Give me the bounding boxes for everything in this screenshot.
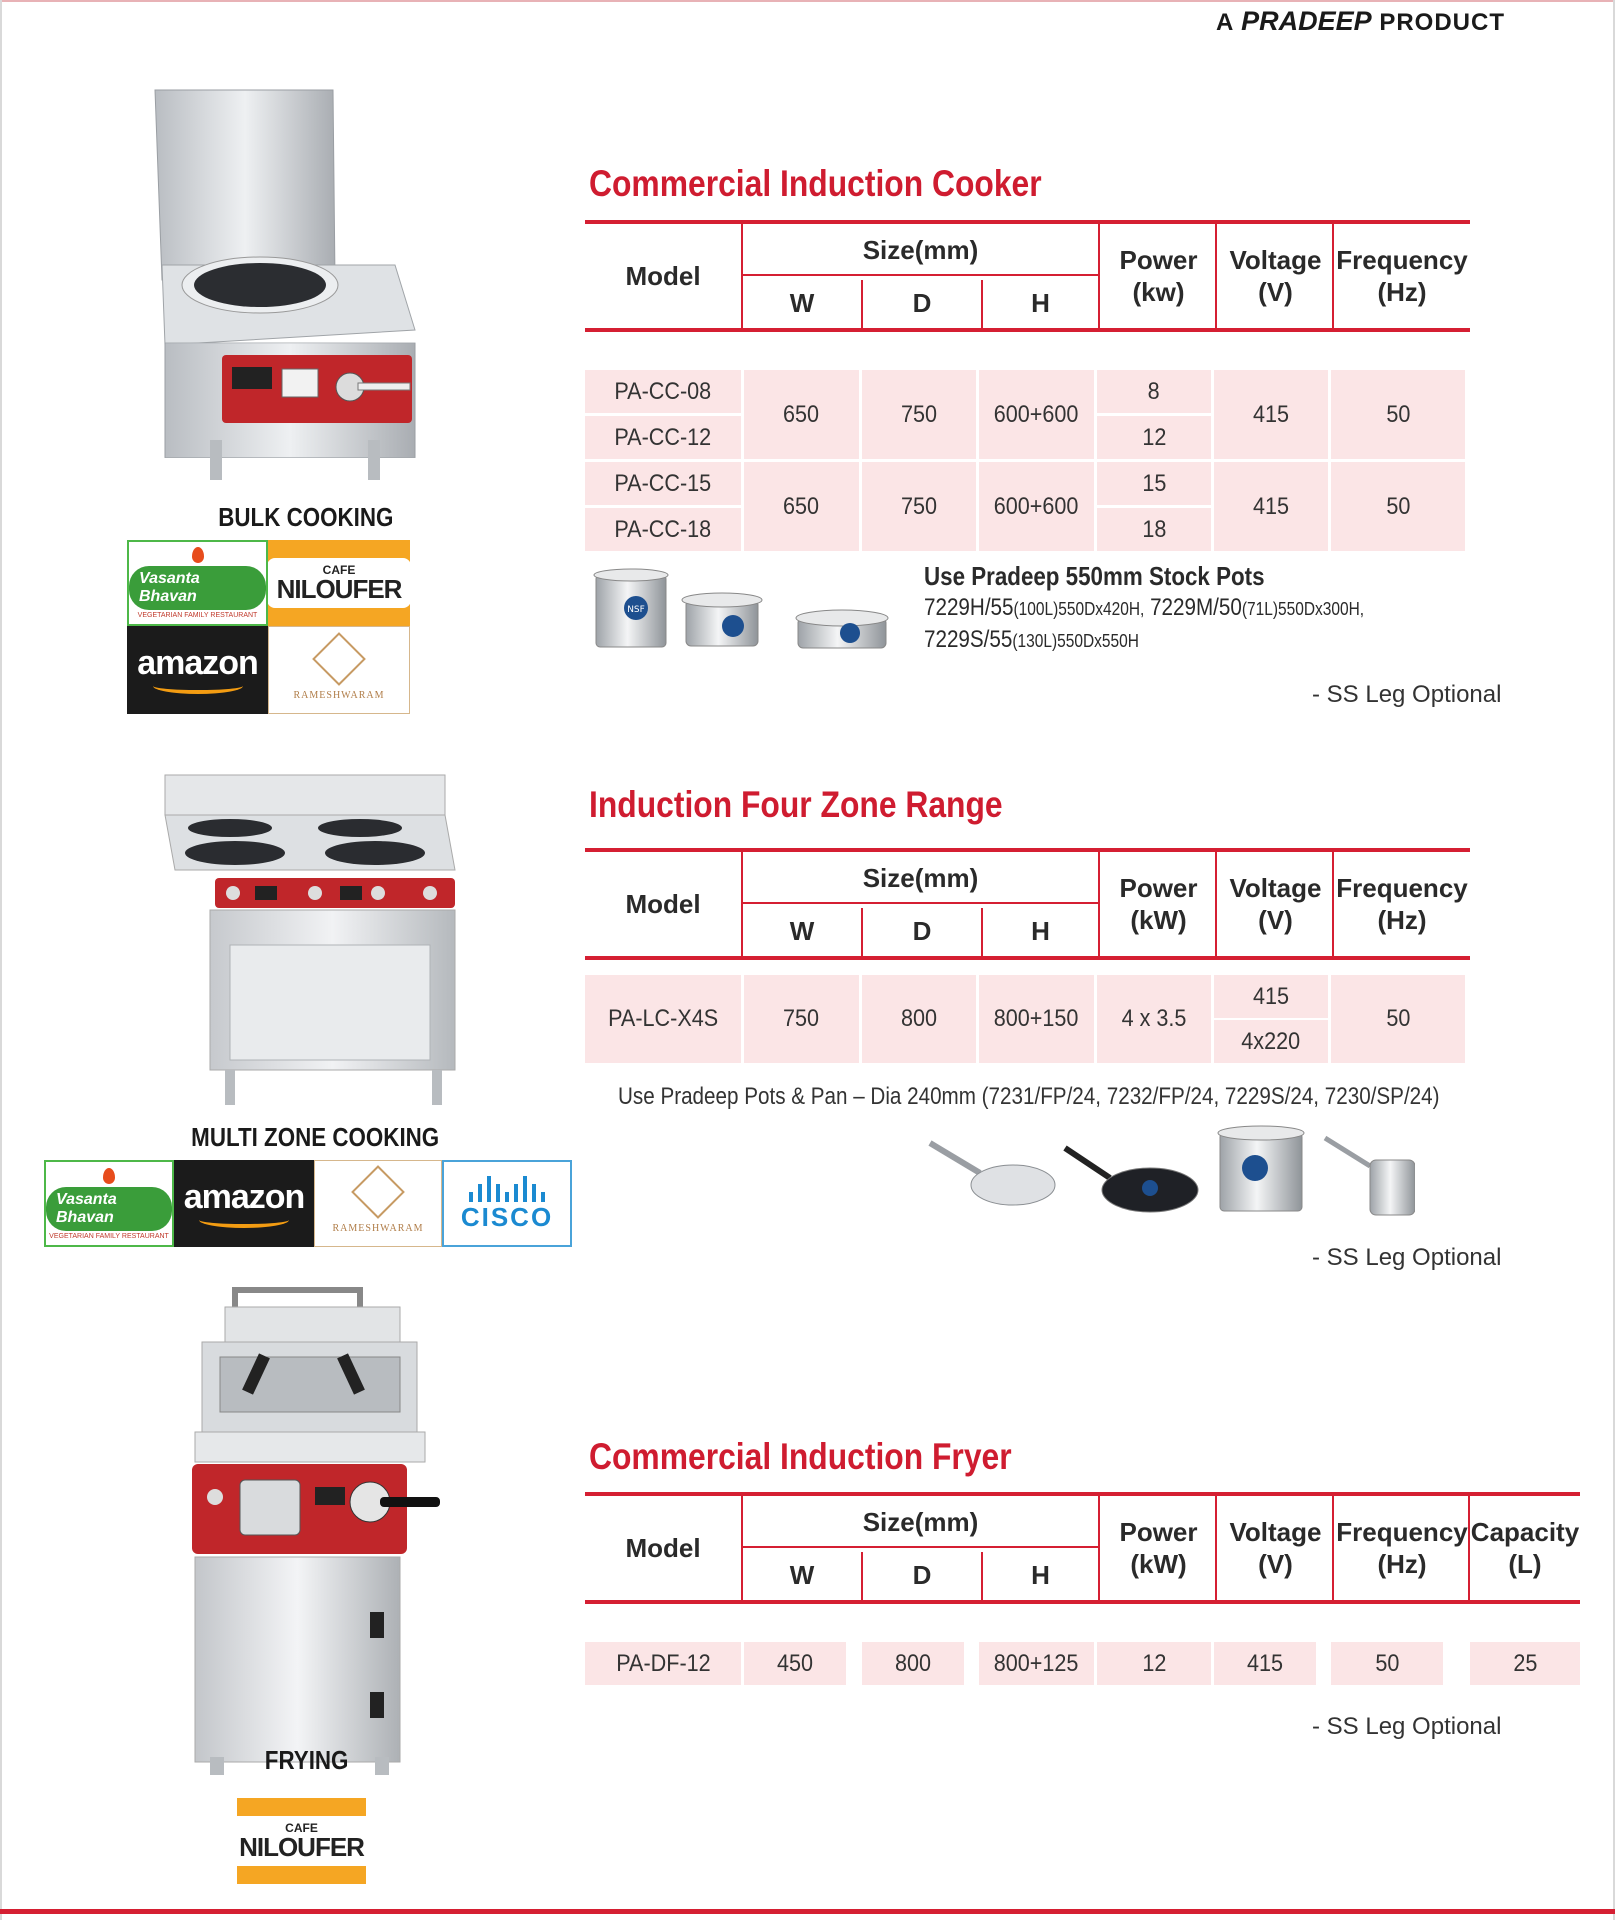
cell-frequency [1331, 370, 1465, 459]
section-title-four-zone-range: Induction Four Zone Range [589, 784, 1003, 825]
hdr-capacity [1468, 1496, 1580, 1600]
logo-nil-name: NILOUFER [239, 1832, 364, 1862]
logo-rameshwaram-cafe [314, 1160, 442, 1247]
logo-cisco-text: CISCO [460, 1202, 554, 1232]
cell-depth [862, 975, 976, 1063]
mandala-icon [351, 1165, 405, 1219]
cell-text: 800 [894, 1649, 932, 1677]
hdr-power [1098, 224, 1217, 328]
logo-amazon-text: amazon [137, 644, 258, 682]
logo-cisco [442, 1160, 572, 1247]
cell-voltage [1214, 1020, 1328, 1063]
cell-model [585, 370, 741, 413]
pots-model: 7229H/55 [924, 594, 1014, 621]
section-title-induction-cooker: Commercial Induction Cooker [589, 163, 1042, 204]
cell-text: 600+600 [994, 492, 1079, 520]
cell-text: 50 [1385, 400, 1411, 428]
hdr-power-unit: (kW) [1130, 1549, 1187, 1579]
table-header-fryer [585, 1492, 1580, 1604]
cell-power [1097, 370, 1211, 413]
hdr-model: Model [625, 1532, 701, 1563]
hdr-frequency [1332, 852, 1470, 956]
cell-text: 50 [1374, 1649, 1400, 1677]
hdr-voltage-unit: (V) [1258, 277, 1293, 307]
logo-vb-name: Vasanta Bhavan [129, 566, 266, 610]
flame-icon [103, 1168, 115, 1184]
hdr-voltage-label: Voltage [1229, 872, 1322, 903]
hdr-capacity-unit: (L) [1508, 1549, 1542, 1579]
cell-text: 800+150 [994, 1005, 1079, 1032]
brand-suffix: PRODUCT [1379, 9, 1505, 36]
cell-width [744, 975, 859, 1063]
cell-height [979, 1642, 1094, 1685]
cell-text: 12 [1141, 1649, 1167, 1677]
cell-depth [862, 370, 976, 459]
logo-vb-sub: VEGETARIAN FAMILY RESTAURANT [49, 1232, 169, 1240]
logo-nil-cafe: CAFE [285, 1821, 318, 1835]
logo-rameshwaram-cafe [268, 626, 410, 714]
hdr-frequency-label: Frequency [1336, 244, 1468, 275]
logo-amazon [174, 1160, 314, 1247]
hdr-d: D [912, 287, 932, 318]
cell-text: 450 [776, 1649, 814, 1677]
cell-text: 4 x 3.5 [1121, 1005, 1187, 1032]
page-left-border [0, 0, 2, 1920]
cell-frequency [1331, 462, 1465, 551]
cell-model [585, 975, 741, 1063]
cell-text: PA-CC-08 [614, 377, 712, 405]
cell-depth [862, 1642, 964, 1685]
section-title-induction-fryer: Commercial Induction Fryer [589, 1436, 1012, 1477]
page-bottom-bar [0, 1909, 1615, 1914]
logo-vasanta-bhavan [127, 540, 268, 626]
hdr-power-label: Power [1119, 872, 1198, 903]
hdr-power-label: Power [1119, 1516, 1198, 1547]
logo-vasanta-bhavan [44, 1160, 174, 1247]
brand-header [1216, 6, 1505, 37]
pots-line-1 [924, 594, 1364, 622]
cell-text: 4x220 [1241, 1027, 1301, 1055]
cell-text: 18 [1141, 515, 1167, 543]
hdr-voltage [1215, 852, 1334, 956]
hdr-frequency [1332, 1496, 1470, 1600]
hdr-size-divider [743, 274, 1098, 276]
hdr-frequency-label: Frequency [1336, 1516, 1468, 1547]
induction-fryer-image [180, 1282, 450, 1777]
logo-amazon-text: amazon [183, 1177, 305, 1216]
hdr-h: H [1031, 1559, 1050, 1590]
cell-width [744, 462, 859, 551]
hdr-voltage-label: Voltage [1229, 1516, 1322, 1547]
cell-text: 750 [900, 492, 938, 520]
amazon-smile-icon [199, 1212, 289, 1228]
hdr-d: D [912, 915, 932, 946]
cell-text: PA-CC-18 [614, 515, 712, 543]
cell-text: 8 [1147, 377, 1161, 405]
hdr-h: H [1031, 287, 1050, 318]
cell-text: 800 [900, 1005, 938, 1032]
cell-text: 600+600 [994, 400, 1079, 428]
logo-cafe-niloufer [268, 540, 410, 626]
cell-voltage [1214, 975, 1328, 1018]
cell-voltage [1214, 370, 1328, 459]
caption-frying: FRYING [264, 1745, 349, 1775]
cell-capacity [1470, 1642, 1580, 1685]
four-zone-range-image [160, 770, 460, 1110]
brand-name: PRADEEP [1241, 6, 1372, 36]
hdr-h: H [1031, 915, 1050, 946]
hdr-power-unit: (kw) [1132, 277, 1185, 307]
leg-note-2: - SS Leg Optional [1312, 1244, 1502, 1271]
cell-text: 415 [1252, 400, 1290, 428]
hdr-d: D [912, 1559, 932, 1590]
mandala-icon [312, 632, 366, 686]
hdr-power [1098, 852, 1217, 956]
pots-spec: (130L)550Dx550H [1012, 631, 1139, 651]
logo-nil-name: NILOUFER [276, 574, 402, 604]
cell-power [1097, 508, 1211, 551]
hdr-w: W [789, 1559, 815, 1590]
hdr-voltage [1215, 1496, 1334, 1600]
amazon-smile-icon [153, 678, 243, 694]
caption-bulk-cooking: BULK COOKING [218, 502, 394, 532]
cell-text: PA-LC-X4S [607, 1005, 719, 1032]
flame-icon [192, 547, 204, 563]
cell-text: 415 [1246, 1649, 1284, 1677]
cell-text: 800+125 [994, 1649, 1079, 1677]
hdr-size-divider [743, 902, 1098, 904]
logo-nil-cafe: CAFE [322, 563, 356, 577]
page-top-border [0, 0, 1615, 2]
cell-text: 12 [1141, 423, 1167, 451]
cell-text: 50 [1385, 1005, 1411, 1032]
pots-title: Use Pradeep 550mm Stock Pots [924, 561, 1265, 591]
logo-cafe-niloufer [237, 1798, 366, 1884]
hdr-size-divider [743, 1546, 1098, 1548]
hdr-voltage [1215, 224, 1334, 328]
hdr-capacity-label: Capacity [1470, 1516, 1580, 1547]
cell-text: PA-CC-15 [614, 469, 712, 497]
hdr-model: Model [625, 260, 701, 291]
cell-text: 415 [1252, 492, 1290, 520]
table-header-cooker [585, 220, 1470, 332]
hdr-size: Size(mm) [862, 862, 979, 893]
pots-pan-note: Use Pradeep Pots & Pan – Dia 240mm (7231/FP/24, 7232/FP/24, 7229S/24, 7230/SP/24) [618, 1083, 1440, 1110]
cell-text: PA-DF-12 [615, 1649, 711, 1677]
cell-height [979, 462, 1094, 551]
caption-multi-zone-cooking: MULTI ZONE COOKING [191, 1122, 440, 1152]
cell-text: 50 [1385, 492, 1411, 520]
hdr-frequency-unit: (Hz) [1377, 905, 1427, 935]
pots-model: 7229S/55 [924, 626, 1013, 653]
logo-amazon [127, 626, 268, 714]
cell-text: PA-CC-12 [614, 423, 712, 451]
stock-pots-image [588, 560, 908, 655]
cell-width [744, 1642, 846, 1685]
leg-note-1: - SS Leg Optional [1312, 681, 1502, 708]
cell-width [744, 370, 859, 459]
hdr-power-unit: (kW) [1130, 905, 1187, 935]
hdr-w: W [789, 287, 815, 318]
table-header-four-zone [585, 848, 1470, 960]
cell-voltage [1214, 462, 1328, 551]
nsf-badge: NSF [627, 605, 645, 615]
hdr-voltage-label: Voltage [1229, 244, 1322, 275]
hdr-size: Size(mm) [862, 1506, 979, 1537]
cell-power [1097, 416, 1211, 459]
pots-line-2 [924, 626, 1139, 654]
hdr-voltage-unit: (V) [1258, 1549, 1293, 1579]
pots-model: 7229M/50 [1150, 594, 1242, 621]
cell-text: 15 [1141, 469, 1167, 497]
induction-cooker-image [150, 85, 420, 485]
hdr-frequency-unit: (Hz) [1377, 277, 1427, 307]
hdr-voltage-unit: (V) [1258, 905, 1293, 935]
hdr-frequency-unit: (Hz) [1377, 1549, 1427, 1579]
hdr-w: W [789, 915, 815, 946]
logo-ram-name: RAMESHWARAM [293, 689, 385, 701]
cell-frequency [1331, 1642, 1443, 1685]
hdr-power-label: Power [1119, 244, 1198, 275]
cell-text: 650 [783, 492, 820, 520]
pots-pans-image [925, 1118, 1415, 1223]
cell-model [585, 508, 741, 551]
cisco-bars-icon [469, 1174, 545, 1202]
logo-vb-sub: VEGETARIAN FAMILY RESTAURANT [137, 612, 258, 619]
cell-model [585, 462, 741, 505]
logo-vb-name: Vasanta Bhavan [46, 1187, 172, 1231]
cell-power [1097, 1642, 1211, 1685]
cell-text: 650 [783, 400, 820, 428]
logo-ram-name: RAMESHWARAM [332, 1223, 424, 1234]
cell-power [1097, 975, 1211, 1063]
cell-depth [862, 462, 976, 551]
cell-text: 750 [900, 400, 938, 428]
cell-text: 415 [1252, 982, 1290, 1010]
cell-height [979, 975, 1094, 1063]
cell-frequency [1331, 975, 1465, 1063]
hdr-size: Size(mm) [862, 234, 979, 265]
pots-spec: (100L)550Dx420H, [1013, 599, 1145, 619]
pots-spec: (71L)550Dx300H, [1241, 599, 1365, 619]
brand-prefix: A [1216, 9, 1234, 36]
cell-height [979, 370, 1094, 459]
cell-text: 750 [783, 1005, 820, 1032]
cell-voltage [1214, 1642, 1316, 1685]
leg-note-3: - SS Leg Optional [1312, 1713, 1502, 1740]
cell-model [585, 416, 741, 459]
hdr-frequency [1332, 224, 1470, 328]
cell-model [585, 1642, 741, 1685]
hdr-frequency-label: Frequency [1336, 872, 1468, 903]
hdr-model: Model [625, 888, 701, 919]
cell-text: 25 [1512, 1649, 1538, 1677]
hdr-power [1098, 1496, 1217, 1600]
cell-power [1097, 462, 1211, 505]
